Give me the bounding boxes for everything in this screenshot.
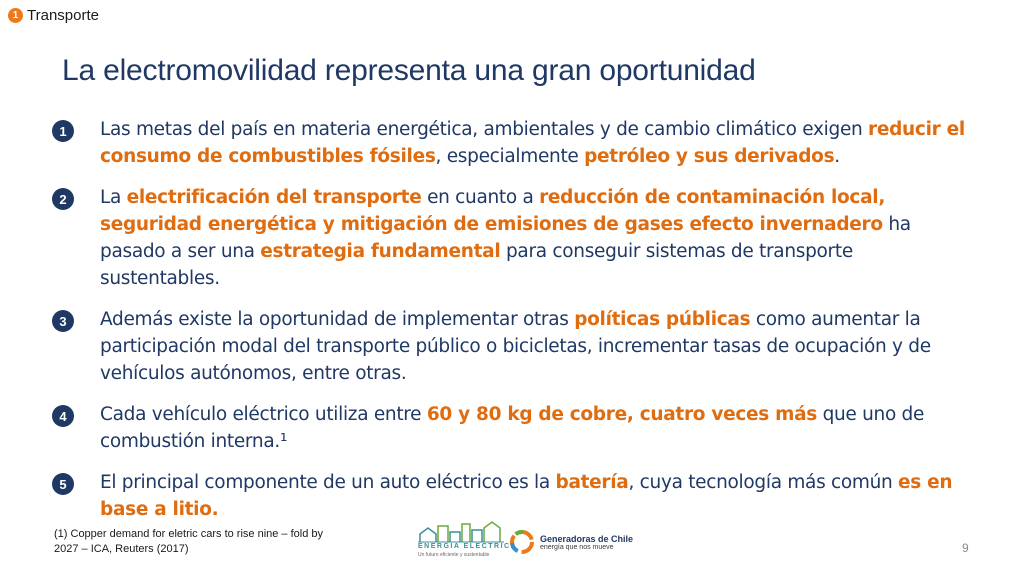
slide-title: La electromovilidad representa una gran oportunidad: [62, 54, 756, 87]
bullet-highlight: 60 y 80 kg de cobre, cuatro veces más: [426, 404, 817, 425]
bullet-highlight: reducción de contaminación local, seguridad energética y mitigación de emisiones de gases efecto invernadero: [100, 187, 886, 235]
bullet-item: [52, 401, 972, 455]
generadoras-de-chile-logo: [509, 529, 633, 555]
bullet-highlight: reducir el consumo de combustibles fósiles: [100, 119, 965, 167]
bullet-text-segment: Las metas del país en materia energética, ambientales y de cambio climático exigen: [100, 119, 869, 140]
breadcrumb: [8, 7, 99, 24]
bullet-highlight: electrificación del transporte: [126, 187, 422, 208]
bullet-text-segment: como aumentar la participación modal del transporte público o bicicletas, incrementar tasas de ocupación y de vehículos autónomos, entre otras.: [100, 309, 931, 384]
bullet-text-segment: en cuanto a: [421, 187, 540, 208]
bullet-number-badge: 3: [52, 310, 74, 332]
breadcrumb-number-badge: 1: [8, 8, 23, 23]
bullet-text-segment: ha pasado a ser una: [100, 214, 911, 262]
bullet-text: [100, 116, 972, 170]
page-number: 9: [962, 541, 969, 555]
bullet-highlight: estrategia fundamental: [260, 241, 501, 262]
bullet-text-segment: El principal componente de un auto eléctrico es la: [100, 472, 556, 493]
generadoras-wordmark: Generadoras de Chile: [540, 533, 634, 544]
bullet-text: [100, 184, 972, 292]
generadoras-ring-icon: [509, 529, 535, 555]
footnote-line: 2027 – ICA, Reuters (2017): [54, 543, 189, 555]
bullet-text-segment: para conseguir sistemas de transporte sustentables.: [100, 241, 853, 289]
breadcrumb-label: Transporte: [27, 7, 99, 24]
bullet-list: [52, 116, 972, 537]
bullet-text-segment: , especialmente: [435, 146, 585, 167]
bullet-text-segment: .: [834, 146, 840, 167]
bullet-text-segment: , cuya tecnología más común: [628, 472, 899, 493]
bullet-highlight: políticas públicas: [574, 309, 751, 330]
bullet-highlight: petróleo y sus derivados: [584, 146, 835, 167]
bullet-number-badge: 2: [52, 188, 74, 210]
city-skyline-icon: [418, 520, 504, 544]
bullet-item: [52, 306, 972, 387]
bullet-number-badge: 5: [52, 473, 74, 495]
bullet-number-badge: 4: [52, 405, 74, 427]
bullet-number-badge: 1: [52, 120, 74, 142]
bullet-text: [100, 469, 972, 523]
bullet-text-segment: La: [100, 187, 127, 208]
generadoras-tagline: energía que nos mueve: [540, 543, 614, 551]
bullet-item: [52, 116, 972, 170]
bullet-item: [52, 184, 972, 292]
footnote-line: (1) Copper demand for eletric cars to rise nine – fold by: [54, 528, 324, 540]
bullet-highlight: es en base a litio.: [100, 472, 953, 520]
bullet-item: [52, 469, 972, 523]
bullet-text: [100, 306, 972, 387]
footnote: [54, 527, 364, 557]
bullet-text: [100, 401, 972, 455]
bullet-text-segment: que uno de combustión interna.¹: [100, 404, 925, 452]
energia-electrica-tagline: Un futuro eficiente y sustentable: [418, 552, 490, 558]
bullet-text-segment: Cada vehículo eléctrico utiliza entre: [100, 404, 427, 425]
bullet-highlight: batería: [555, 472, 629, 493]
energia-electrica-wordmark: ENERGÍA ELÉCTRICA: [418, 543, 518, 550]
energia-electrica-logo: [418, 520, 518, 566]
bullet-text-segment: Además existe la oportunidad de implementar otras: [100, 309, 575, 330]
